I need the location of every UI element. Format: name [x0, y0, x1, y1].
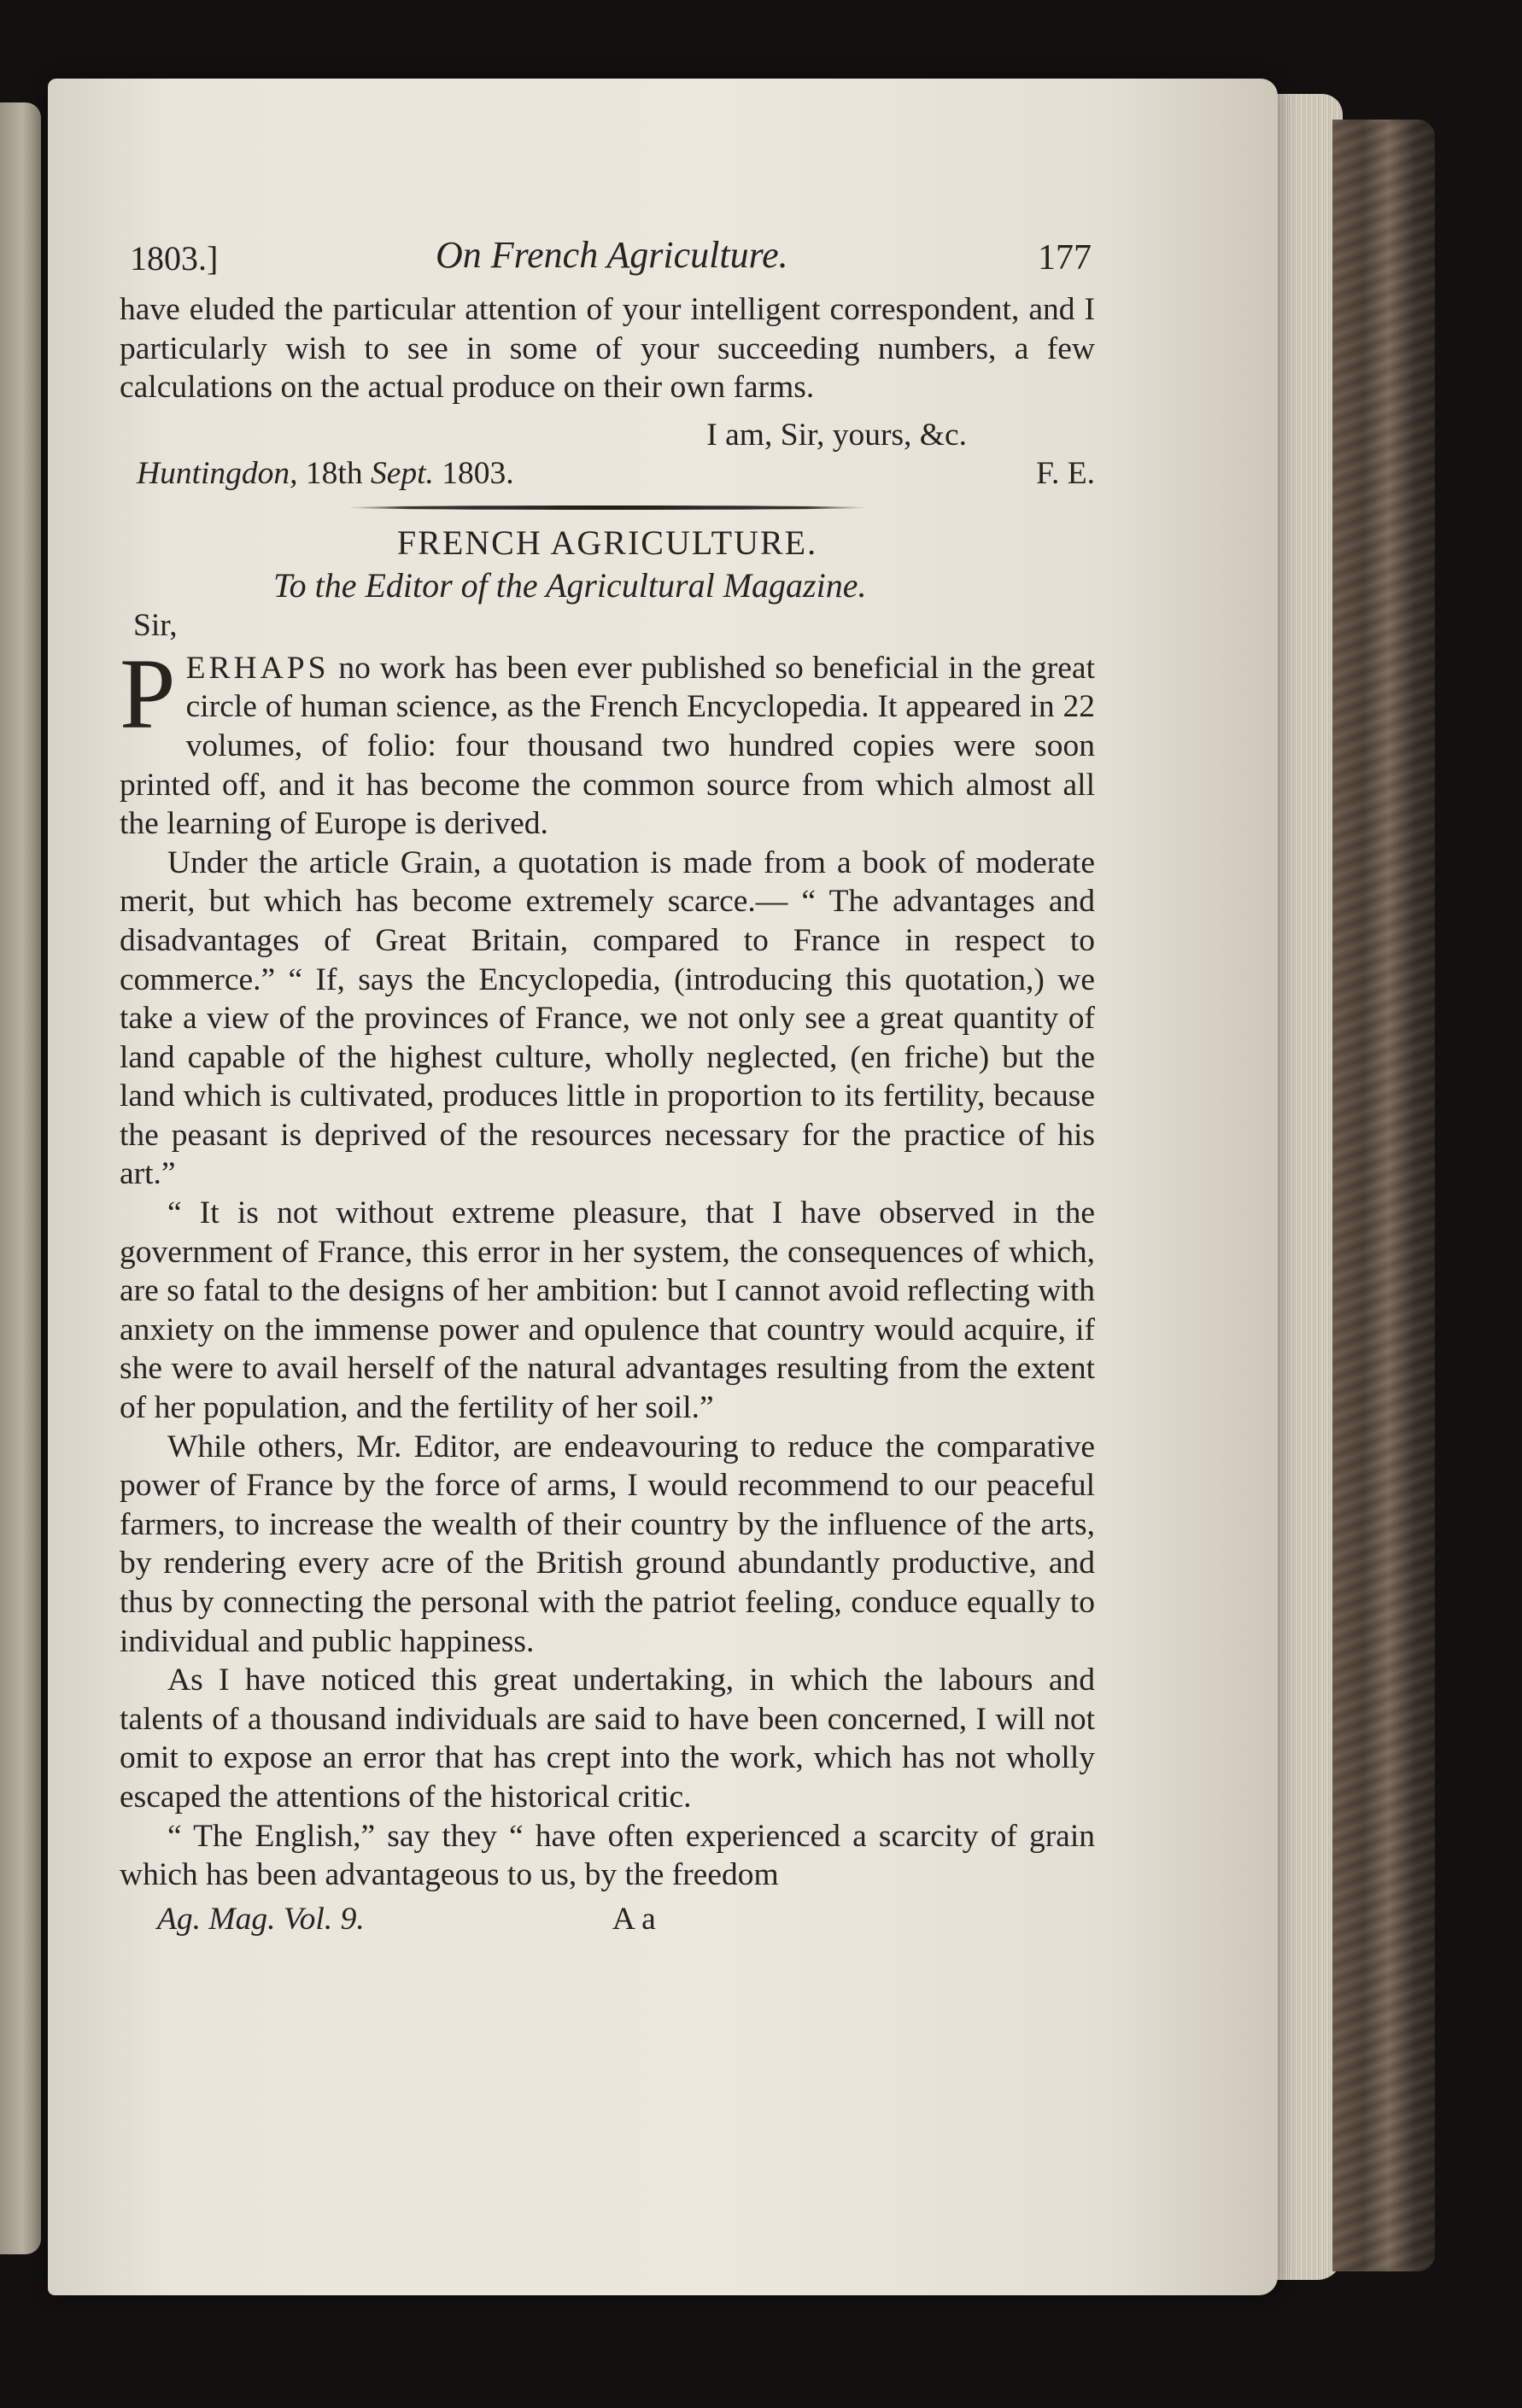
article-title: FRENCH AGRICULTURE. [396, 523, 818, 562]
letter-place: Huntingdon, [137, 456, 298, 492]
sheet-mark: A a [612, 1901, 656, 1937]
paragraph-1 [120, 637, 1095, 844]
paragraph-3: “ It is not without extreme pleasure, that I have observed in the government of France, this error in her system, the consequences of which, are so fatal to the designs of her ambition: but I cannot avoid reflecting with anxiety on the immense power and opulence that country would acquire, if she were to avail herself of the natural advantages resulting from the extent of her population, and the fertility of her soil.” [120, 1195, 1095, 1426]
letter-closing: I am, Sir, yours, &c. [706, 417, 967, 453]
running-title: On French Agriculture. [436, 234, 788, 276]
page-footer [120, 1900, 1095, 1939]
paragraph-5: As I have noticed this great undertaking, in which the labours and talents of a thousand individuals are said to have been concerned, I will not omit to expose an error that has crept into the work, which has not wholly escaped the attentions of the historical critic. [120, 1663, 1095, 1815]
salutation: Sir, [133, 608, 178, 644]
letter-day: 18th [305, 456, 363, 492]
footer-signature: Ag. Mag. Vol. 9. [157, 1901, 365, 1937]
section-divider [347, 506, 868, 510]
letter-year: 1803. [442, 456, 514, 492]
letter-place-date [120, 454, 1095, 494]
paragraph-2: Under the article Grain, a quotation is made from a book of moderate merit, but which has become extremely scarce.— “ The advantages and disadvantages of Great Britain, compared to France in respect to commerce.” “ If, says the Encyclopedia, (introducing this quotation,) we take a view of the provinces of France, we not only see a great quantity of land capable of the highest culture, wholly neglected, (en friche) but the land which is cultivated, produces little in proportion to its fertility, because the peasant is deprived of the resources necessary for the practice of his art.” [120, 845, 1095, 1192]
paragraph-1-text: no work has been ever published so beneficial in the great circle of human science, as the French Encyclopedia. It appeared in 22 volumes, of folio: four thousand two hundred copies were soon printed off, and it has become the common source from which almost all the learning of Europe is derived. [120, 650, 1095, 842]
letter-initials: F. E. [1036, 456, 1095, 492]
paragraph-6: “ The English,” say they “ have often experienced a scarcity of grain which has been advantageous to us, by the freedom [120, 1818, 1095, 1893]
first-word-rest: ERHAPS [185, 650, 330, 686]
drop-cap: P [120, 637, 176, 750]
facing-page-edge [0, 102, 41, 2254]
book-cover [1332, 120, 1435, 2271]
running-header [120, 232, 1095, 285]
paragraph-4: While others, Mr. Editor, are endeavouring to reduce the comparative power of France by the force of arms, I would recommend to our peaceful farmers, to increase the wealth of their country by the influence of the arts, by rendering every acre of the British ground abundantly productive, and thus by connecting the personal with the patriot feeling, conduce equally to individual and public happiness. [120, 1429, 1095, 1659]
letter-month: Sept. [370, 456, 434, 492]
previous-letter-body: have eluded the particular attention of your intelligent correspondent, and I particularly wish to see in some of your succeeding numbers, a few calculations on the actual produce on their own farms. [120, 292, 1095, 406]
page-text [120, 232, 1095, 1938]
header-year: 1803.] [130, 239, 219, 278]
page-number: 177 [1038, 238, 1092, 278]
article-subtitle: To the Editor of the Agricultural Magazine. [273, 565, 867, 605]
